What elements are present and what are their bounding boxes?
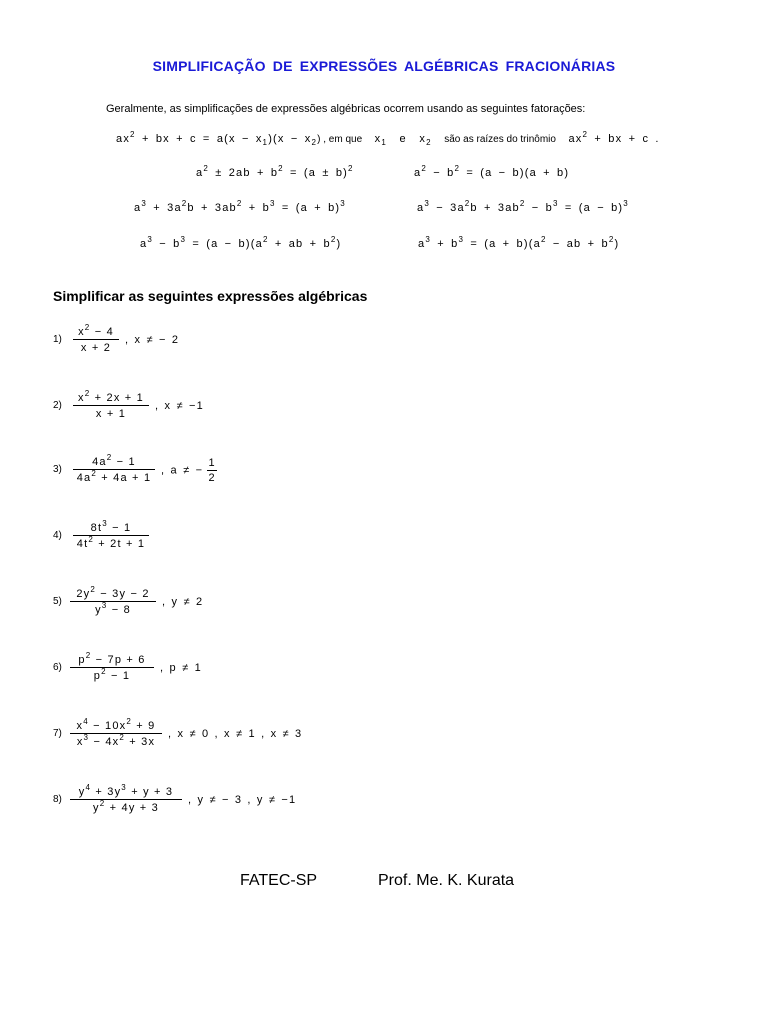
- condition-text: , a ≠ −: [161, 464, 204, 477]
- term: p: [78, 654, 86, 666]
- exercise-fraction: [73, 323, 119, 354]
- exercise-condition: [162, 596, 203, 608]
- exercise-condition: [125, 334, 179, 346]
- term: y: [95, 604, 102, 616]
- exercise-condition: [155, 400, 204, 412]
- term: 2y: [76, 588, 91, 600]
- exercise-number: 3): [53, 464, 62, 475]
- denominator: [73, 342, 119, 354]
- exponent: 3: [101, 601, 108, 610]
- term: + 4y + 3: [105, 802, 159, 814]
- numerator: [73, 453, 155, 468]
- numerator: [73, 389, 149, 404]
- exponent: 2: [126, 717, 133, 726]
- term: − 4: [90, 326, 114, 338]
- exponent: 4: [85, 783, 92, 792]
- formula-trinomial: $ax^2$ + bx + $c = a(x - x_1)(x - x_2)$ , em que $x_1$ e $x_2$ são as raízes do trinômio $ax^2$ + bx + c .: [116, 130, 660, 147]
- term: + 2x + 1: [90, 392, 144, 404]
- exercise-number: 2): [53, 400, 62, 411]
- term: x + 2: [80, 342, 112, 354]
- condition-text: , x ≠ − 2: [125, 334, 180, 346]
- term: + 2t + 1: [94, 538, 146, 550]
- term: 4a: [76, 472, 92, 484]
- term: 4t: [76, 538, 89, 550]
- numerator: [70, 651, 154, 666]
- formula-difference-of-squares: $a^2 - b^2 = (a - b)(a + b)$: [414, 164, 570, 179]
- denominator: [73, 535, 149, 550]
- denominator: [70, 667, 154, 682]
- numerator: [70, 783, 182, 798]
- condition-text: , y ≠ − 3 , y ≠ −1: [188, 794, 297, 806]
- term: x: [76, 720, 84, 732]
- term: x: [76, 736, 84, 748]
- formula-cube-difference: $a^3 - 3a^2b + 3ab^2 - b^3 = (a - b)^3$: [417, 199, 629, 214]
- fraction-bar: [70, 799, 182, 800]
- exercise-fraction: [70, 585, 156, 616]
- exercise-number: 7): [53, 728, 62, 739]
- denominator: [70, 601, 156, 616]
- exponent: 2: [99, 799, 106, 808]
- exercises-heading: Simplificar as seguintes expressões algébricas: [53, 288, 368, 304]
- exercise-condition: [161, 457, 217, 484]
- condition-text: , x ≠ −1: [155, 400, 204, 412]
- condition-numerator: 1: [208, 457, 216, 469]
- condition-text: , y ≠ 2: [162, 596, 204, 608]
- formula-sum-of-cubes: $a^3 + b^3 = (a + b)(a^2$ − ab + $b^2$): [418, 235, 620, 250]
- term: y: [78, 786, 86, 798]
- denominator: [73, 408, 149, 420]
- condition-denominator: 2: [208, 472, 216, 484]
- exponent: 2: [91, 469, 98, 478]
- condition-text: , x ≠ 0 , x ≠ 1 , x ≠ 3: [168, 728, 303, 740]
- exponent: 3: [83, 733, 90, 742]
- exponent: 2: [90, 585, 97, 594]
- fraction-bar: [207, 470, 217, 471]
- term: − 7p + 6: [91, 654, 146, 666]
- term: + y + 3: [126, 786, 174, 798]
- exercise-fraction: [73, 519, 149, 550]
- exercise-number: 4): [53, 530, 62, 541]
- numerator: [70, 717, 162, 732]
- exercise-number: 8): [53, 794, 62, 805]
- exercise-condition: [168, 728, 302, 740]
- term: 8t: [90, 522, 103, 534]
- numerator: [73, 323, 119, 338]
- exercise-fraction: [70, 783, 182, 814]
- footer-author: Prof. Me. K. Kurata: [378, 872, 515, 889]
- denominator: [70, 733, 162, 748]
- fraction-bar: [73, 339, 119, 340]
- formula-cube-sum: $a^3 + 3a^2b + 3ab^2 + b^3 = (a + b)^3$: [134, 199, 346, 214]
- term: x: [78, 392, 85, 404]
- term: 4a: [92, 456, 107, 468]
- condition-fraction: [207, 457, 217, 484]
- exercise-condition: [160, 662, 202, 674]
- term: − 3y − 2: [96, 588, 150, 600]
- term: + 3x: [125, 736, 156, 748]
- formula-difference-of-cubes: $a^3 - b^3 = (a - b)(a^2$ + ab + $b^2$): [140, 235, 342, 250]
- footer-school: FATEC-SP: [240, 872, 318, 889]
- exponent: 2: [85, 651, 92, 660]
- exercise-condition: [188, 794, 296, 806]
- term: y: [93, 802, 100, 814]
- page-title: SIMPLIFICAÇÃO DE EXPRESSÕES ALGÉBRICAS FRACIONÁRIAS: [152, 58, 616, 74]
- numerator: [70, 585, 156, 600]
- exercise-fraction: [73, 453, 155, 484]
- term: + 9: [132, 720, 156, 732]
- exercise-fraction: [70, 651, 154, 682]
- exponent: 2: [84, 389, 91, 398]
- term: − 8: [107, 604, 131, 616]
- term: − 4x: [89, 736, 120, 748]
- fraction-bar: [70, 601, 156, 602]
- intro-text: Geralmente, as simplificações de expressões algébricas ocorrem usando as seguintes fatorações:: [106, 103, 586, 115]
- term: − 1: [106, 670, 131, 682]
- term: p: [93, 670, 102, 682]
- exponent: 2: [119, 733, 125, 742]
- term: x + 1: [95, 408, 127, 420]
- fraction-bar: [70, 667, 154, 668]
- term: − 10x: [88, 720, 127, 732]
- exercise-number: 5): [53, 596, 62, 607]
- formula-square-binomial: $a^2 \pm 2ab + b^2 = (a \pm b)^2$: [196, 164, 354, 179]
- fraction-bar: [73, 535, 149, 536]
- exponent: 3: [121, 783, 127, 792]
- exercise-number: 1): [53, 334, 62, 345]
- term: + 3y: [91, 786, 122, 798]
- term: + 4a + 1: [97, 472, 152, 484]
- exponent: 3: [102, 519, 108, 528]
- exponent: 4: [83, 717, 89, 726]
- fraction-bar: [73, 469, 155, 470]
- exercise-fraction: [70, 717, 162, 748]
- fraction-bar: [73, 405, 149, 406]
- exercise-fraction: [73, 389, 149, 420]
- denominator: [70, 799, 182, 814]
- exercise-number: 6): [53, 662, 62, 673]
- term: − 1: [112, 456, 136, 468]
- numerator: [73, 519, 149, 534]
- exponent: 2: [101, 667, 107, 676]
- denominator: [73, 469, 155, 484]
- condition-text: , p ≠ 1: [160, 662, 202, 674]
- term: − 1: [107, 522, 132, 534]
- exponent: 2: [84, 323, 91, 332]
- exponent: 2: [88, 535, 95, 544]
- exponent: 2: [106, 453, 113, 462]
- term: x: [78, 326, 85, 338]
